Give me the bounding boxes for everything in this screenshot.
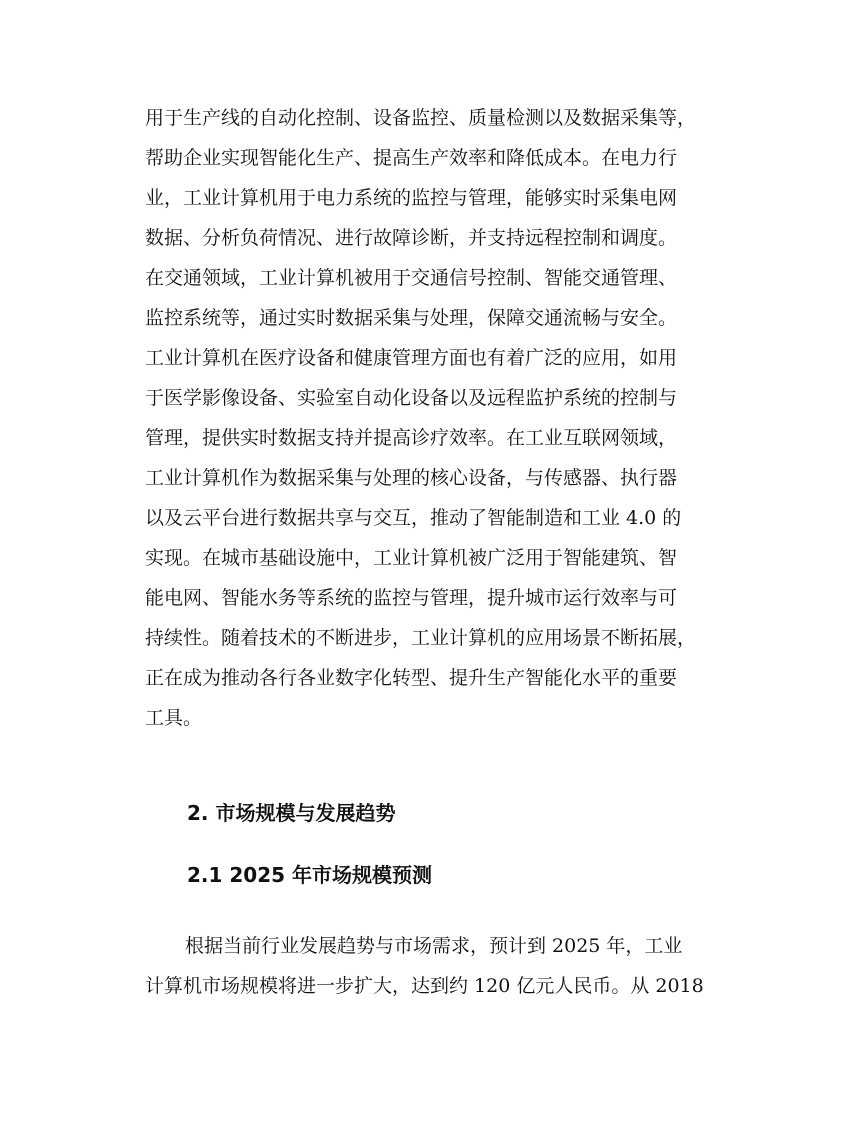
paragraph-line: 于医学影像设备、实验室自动化设备以及远程监护系统的控制与: [145, 387, 678, 409]
paragraph-line: 正在成为推动各行各业数字化转型、提升生产智能化水平的重要: [145, 667, 678, 689]
paragraph-line: 持续性。随着技术的不断进步，工业计算机的应用场景不断拓展，: [145, 627, 697, 649]
section-heading: 2. 市场规模与发展趋势: [187, 801, 396, 825]
paragraph-line: 用于生产线的自动化控制、设备监控、质量检测以及数据采集等，: [145, 107, 697, 129]
paragraph-line: 实现。在城市基础设施中，工业计算机被广泛用于智能建筑、智: [145, 547, 678, 569]
paragraph-line: 能电网、智能水务等系统的监控与管理，提升城市运行效率与可: [145, 587, 678, 609]
paragraph-line: 数据、分析负荷情况、进行故障诊断，并支持远程控制和调度。: [145, 227, 678, 249]
paragraph-line: 管理，提供实时数据支持并提高诊疗效率。在工业互联网领域，: [145, 427, 678, 449]
paragraph-line: 计算机市场规模将进一步扩大，达到约 120 亿元人民币。从 2018: [145, 975, 704, 997]
paragraph-line: 在交通领域，工业计算机被用于交通信号控制、智能交通管理、: [145, 267, 678, 289]
paragraph-line: 工业计算机在医疗设备和健康管理方面也有着广泛的应用，如用: [145, 347, 678, 369]
paragraph-line: 以及云平台进行数据共享与交互，推动了智能制造和工业 4.0 的: [145, 507, 682, 529]
paragraph-line: 帮助企业实现智能化生产、提高生产效率和降低成本。在电力行: [145, 147, 678, 169]
paragraph-line: 根据当前行业发展趋势与市场需求，预计到 2025 年，工业: [185, 935, 683, 957]
subsection-heading: 2.1 2025 年市场规模预测: [187, 863, 433, 887]
paragraph-line: 业，工业计算机用于电力系统的监控与管理，能够实时采集电网: [145, 187, 678, 209]
paragraph-line: 工具。: [145, 707, 203, 729]
paragraph-line: 工业计算机作为数据采集与处理的核心设备，与传感器、执行器: [145, 467, 678, 489]
paragraph-line: 监控系统等，通过实时数据采集与处理，保障交通流畅与安全。: [145, 307, 678, 329]
